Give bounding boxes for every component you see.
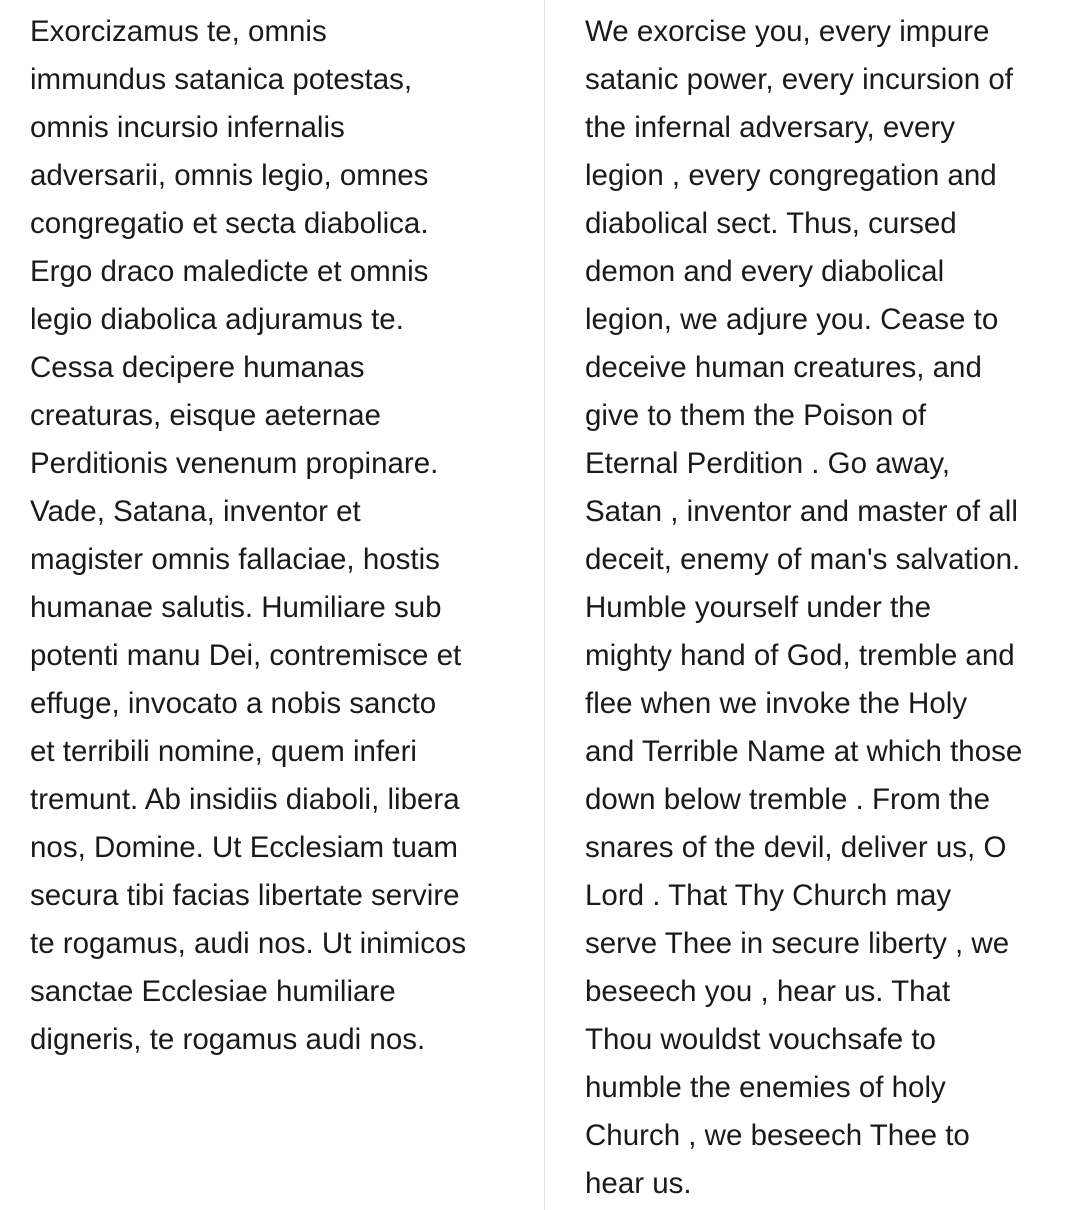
column-divider bbox=[544, 0, 545, 1210]
latin-text-column: Exorcizamus te, omnis immundus satanica potestas, omnis incursio infernalis adversarii, omnis legio, omnes congregatio et secta diabolica. Ergo draco maledicte et omnis legio diabolica adjuramus te. Cessa decipere humanas creaturas, eisque aeternae Perditionis venenum propinare. Vade, Satana, inventor et magister omnis fallaciae, hostis humanae salutis. Humiliare sub potenti manu Dei, contremisce et effuge, invocato a nobis sancto et terribili nomine, quem inferi tremunt. Ab insidiis diaboli, libera nos, Domine. Ut Ecclesiam tuam secura tibi facias libertate servire te rogamus, audi nos. Ut inimicos sanctae Ecclesiae humiliare digneris, te rogamus audi nos. bbox=[30, 15, 467, 1056]
english-translation-column: We exorcise you, every impure satanic power, every incursion of the infernal adversary, every legion , every congregation and diabolical sect. Thus, cursed demon and every diabolical legion, we adjure you. Cease to deceive human creatures, and give to them the Poison of Eternal Perdition . Go away, Satan , inventor and master of all deceit, enemy of man's salvation. Humble yourself under the mighty hand of God, tremble and flee when we invoke the Holy and Terrible Name at which those down below tremble . From the snares of the devil, deliver us, O Lord . That Thy Church may serve Thee in secure liberty , we beseech you , hear us. That Thou wouldst vouchsafe to humble the enemies of holy Church , we beseech Thee to hear us. bbox=[585, 15, 1023, 1200]
